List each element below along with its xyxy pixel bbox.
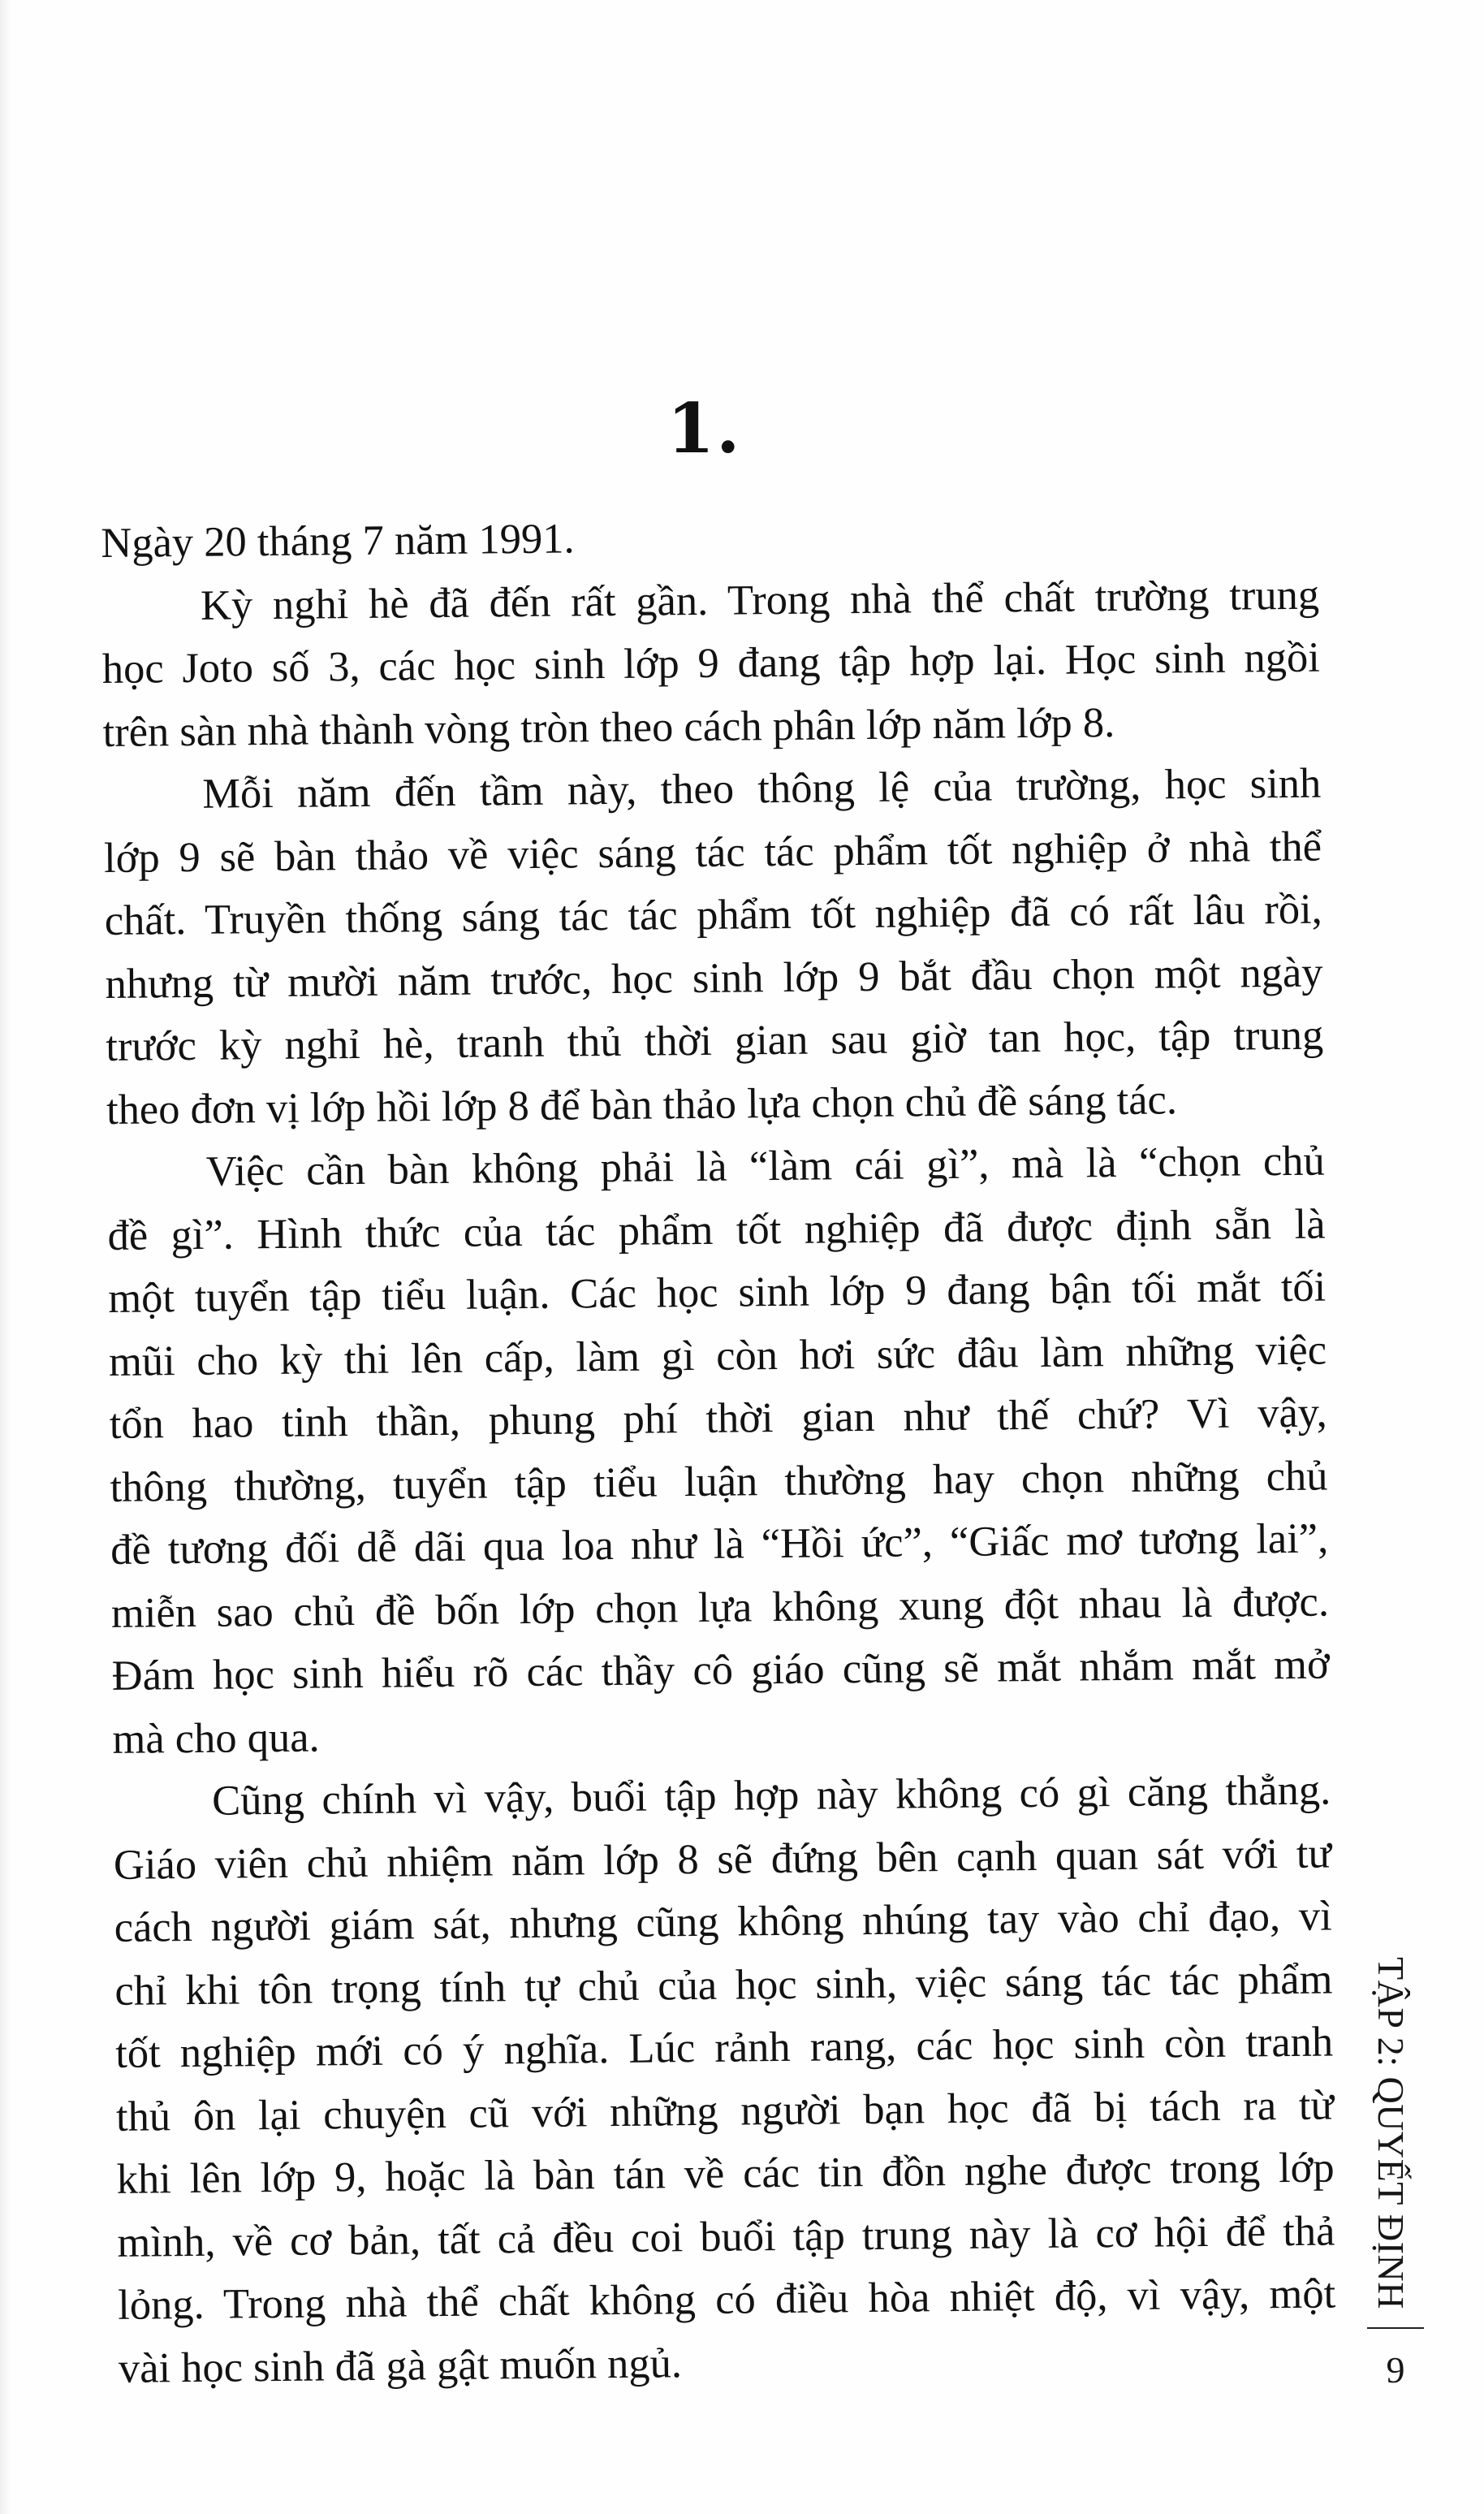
body-line: học Joto số 3, các học sinh lớp 9 đang tập hợp lại. Học sinh ngồi [101, 633, 1321, 693]
body-line: Việc cần bàn không phải là “làm cái gì”, mà là “chọn chủ [205, 1137, 1326, 1195]
body-line: thông thường, tuyển tập tiểu luận thường hay chọn những chủ [110, 1452, 1328, 1511]
body-line: mình, về cơ bản, tất cả đều coi buổi tập trung này là cơ hội để thả [117, 2207, 1335, 2266]
page-edge-shadow [0, 0, 11, 2514]
body-line: Mỗi năm đến tầm này, theo thông lệ của trường, học sinh [202, 759, 1322, 818]
body-line: tốt nghiệp mới có ý nghĩa. Lúc rảnh rang, các học sinh còn tranh [114, 2018, 1334, 2077]
body-line: Kỳ nghỉ hè đã đến rất gần. Trong nhà thể chất trường trung [200, 571, 1320, 629]
body-line: mũi cho kỳ thi lên cấp, làm gì còn hơi sức đâu làm những việc [108, 1326, 1327, 1385]
body-line: trước kỳ nghỉ hè, tranh thủ thời gian sau giờ tan học, tập trung [106, 1011, 1324, 1070]
chapter-number: 1. [667, 388, 742, 469]
body-line: chỉ khi tôn trọng tính tự chủ của học sinh, việc sáng tác tác phẩm [114, 1955, 1333, 2015]
body-line: vài học sinh đã gà gật muốn ngủ. [118, 2339, 683, 2392]
body-line: thủ ôn lại chuyện cũ với những người bạn học đã bị tách ra từ [115, 2081, 1335, 2140]
running-head-separator [1367, 2327, 1424, 2329]
body-line: cách người giám sát, nhưng cũng không nhúng tay vào chỉ đạo, vì [114, 1892, 1332, 1951]
body-line: mà cho qua. [112, 1713, 320, 1763]
body-line: lỏng. Trong nhà thể chất không có điều hòa nhiệt độ, vì vậy, một [117, 2270, 1336, 2329]
body-line: theo đơn vị lớp hồi lớp 8 để bàn thảo lựa chọn chủ đề sáng tác. [106, 1075, 1178, 1134]
body-line: Giáo viên chủ nhiệm năm lớp 8 sẽ đứng bên cạnh quan sát với tư [113, 1829, 1332, 1889]
body-line: nhưng từ mười năm trước, học sinh lớp 9 bắt đầu chọn một ngày [105, 948, 1323, 1008]
body-line: lớp 9 sẽ bàn thảo về việc sáng tác tác phẩm tốt nghiệp ở nhà thể [103, 823, 1322, 882]
body-line: Ngày 20 tháng 7 năm 1991. [101, 515, 575, 567]
body-line: một tuyển tập tiểu luận. Các học sinh lớp 9 đang bận tối mắt tối [108, 1263, 1327, 1322]
body-line: miễn sao chủ đề bốn lớp chọn lựa không xung đột nhau là được. [110, 1578, 1330, 1637]
body-line: đề gì”. Hình thức của tác phẩm tốt nghiệp đã được định sẵn là [107, 1200, 1326, 1259]
body-line: đề tương đối dễ dãi qua loa như là “Hồi ức”, “Giấc mơ tương lai”, [110, 1514, 1329, 1574]
body-line: chất. Truyền thống sáng tác tác phẩm tốt nghiệp đã có rất lâu rồi, [104, 885, 1323, 944]
running-head-title: TẬP 2: QUYẾT ĐỊNH [1370, 1957, 1412, 2309]
body-line: Cũng chính vì vậy, buổi tập hợp này không có gì căng thẳng. [211, 1766, 1331, 1825]
body-line: trên sàn nhà thành vòng tròn theo cách phân lớp năm lớp 8. [102, 698, 1115, 756]
page-number: 9 [1386, 2349, 1405, 2391]
body-line: Đám học sinh hiểu rõ các thầy cô giáo cũng sẽ mắt nhắm mắt mở [111, 1640, 1330, 1700]
body-line: khi lên lớp 9, hoặc là bàn tán về các tin đồn nghe được trong lớp [116, 2144, 1335, 2203]
body-line: tổn hao tinh thần, phung phí thời gian như thế chứ? Vì vậy, [109, 1389, 1327, 1448]
body-text [101, 501, 1336, 2400]
